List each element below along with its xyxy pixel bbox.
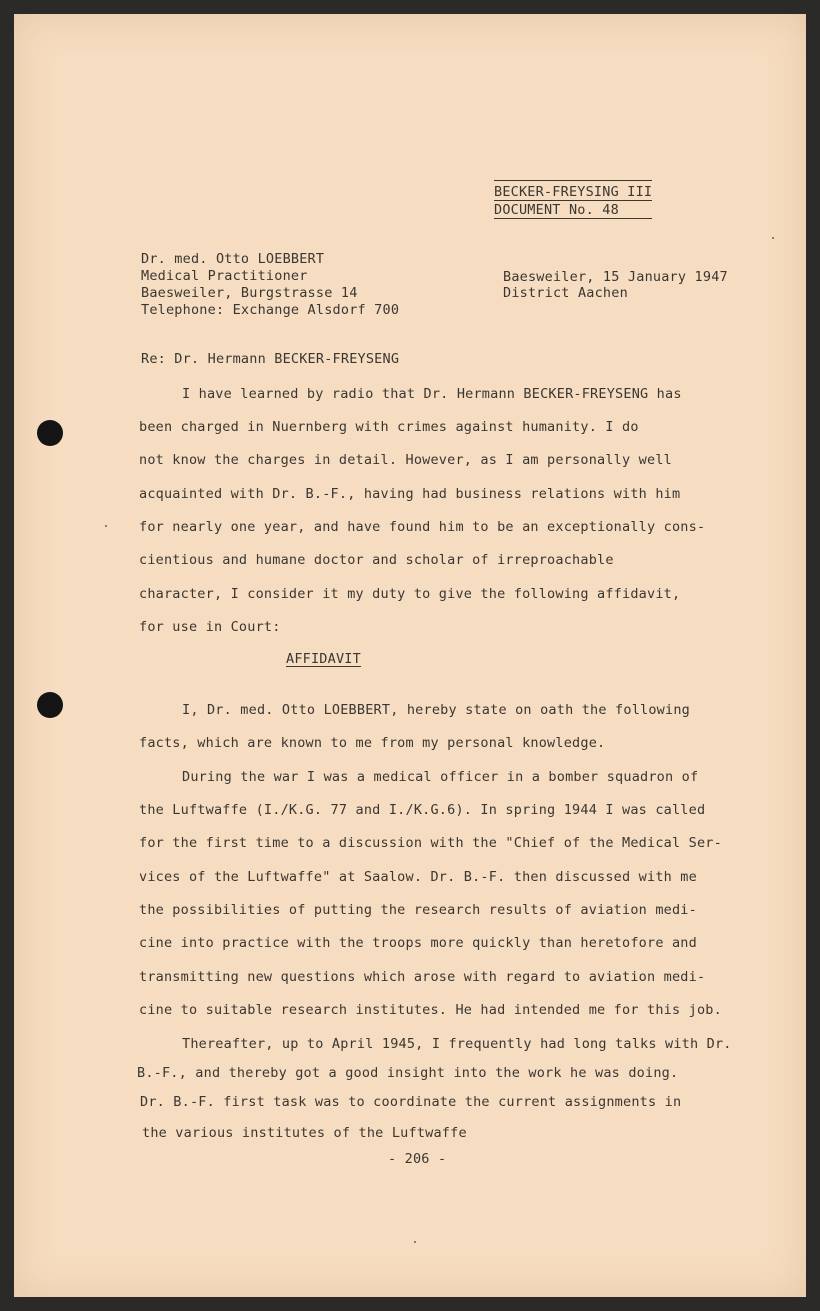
header-rule-top xyxy=(494,180,652,181)
after-line: Dr. B.-F. first task was to coordinate the current assignments in xyxy=(140,1094,682,1110)
war-line: During the war I was a medical officer in a bomber squadron of xyxy=(182,769,699,785)
war-line: transmitting new questions which arose with regard to aviation medi- xyxy=(139,969,706,985)
district: District Aachen xyxy=(503,285,628,301)
paper-speck xyxy=(414,1241,416,1243)
document-number: DOCUMENT No. 48 xyxy=(494,202,619,218)
page-number: - 206 - xyxy=(388,1151,447,1167)
header-rule-middle xyxy=(494,200,652,201)
after-line: B.-F., and thereby got a good insight into the work he was doing. xyxy=(137,1065,679,1081)
collection-title: BECKER-FREYSING III xyxy=(494,184,653,200)
war-line: cine to suitable research institutes. He had intended me for this job. xyxy=(139,1002,722,1018)
war-line: the Luftwaffe (I./K.G. 77 and I./K.G.6). In spring 1944 I was called xyxy=(139,802,706,818)
sender-telephone: Telephone: Exchange Alsdorf 700 xyxy=(141,302,400,318)
sender-title: Medical Practitioner xyxy=(141,268,308,284)
intro-line: acquainted with Dr. B.-F., having had business relations with him xyxy=(139,486,681,502)
after-line: Thereafter, up to April 1945, I frequently had long talks with Dr. xyxy=(182,1036,732,1052)
war-line: vices of the Luftwaffe" at Saalow. Dr. B.-F. then discussed with me xyxy=(139,869,697,885)
punch-hole-bottom xyxy=(37,692,63,718)
punch-hole-top xyxy=(37,420,63,446)
oath-line: I, Dr. med. Otto LOEBBERT, hereby state on oath the following xyxy=(182,702,690,718)
war-line: the possibilities of putting the research results of aviation medi- xyxy=(139,902,697,918)
header-rule-bottom xyxy=(494,218,652,219)
document-page xyxy=(14,14,806,1297)
subject-line: Re: Dr. Hermann BECKER-FREYSENG xyxy=(141,351,400,367)
sender-name: Dr. med. Otto LOEBBERT xyxy=(141,251,325,267)
war-line: cine into practice with the troops more quickly than heretofore and xyxy=(139,935,697,951)
intro-line: not know the charges in detail. However, as I am personally well xyxy=(139,452,672,468)
sender-address: Baesweiler, Burgstrasse 14 xyxy=(141,285,358,301)
after-line: the various institutes of the Luftwaffe xyxy=(142,1125,467,1141)
place-date: Baesweiler, 15 January 1947 xyxy=(503,269,728,285)
affidavit-heading: AFFIDAVIT xyxy=(286,651,361,667)
oath-line: facts, which are known to me from my personal knowledge. xyxy=(139,735,606,751)
intro-line: cientious and humane doctor and scholar of irreproachable xyxy=(139,552,614,568)
intro-line: I have learned by radio that Dr. Hermann BECKER-FREYSENG has xyxy=(182,386,682,402)
intro-line: for nearly one year, and have found him to be an exceptionally cons- xyxy=(139,519,706,535)
intro-line: been charged in Nuernberg with crimes against humanity. I do xyxy=(139,419,639,435)
intro-line: character, I consider it my duty to give the following affidavit, xyxy=(139,586,681,602)
war-line: for the first time to a discussion with the "Chief of the Medical Ser- xyxy=(139,835,722,851)
intro-line: for use in Court: xyxy=(139,619,281,635)
paper-speck xyxy=(772,237,774,239)
paper-speck xyxy=(105,525,107,527)
